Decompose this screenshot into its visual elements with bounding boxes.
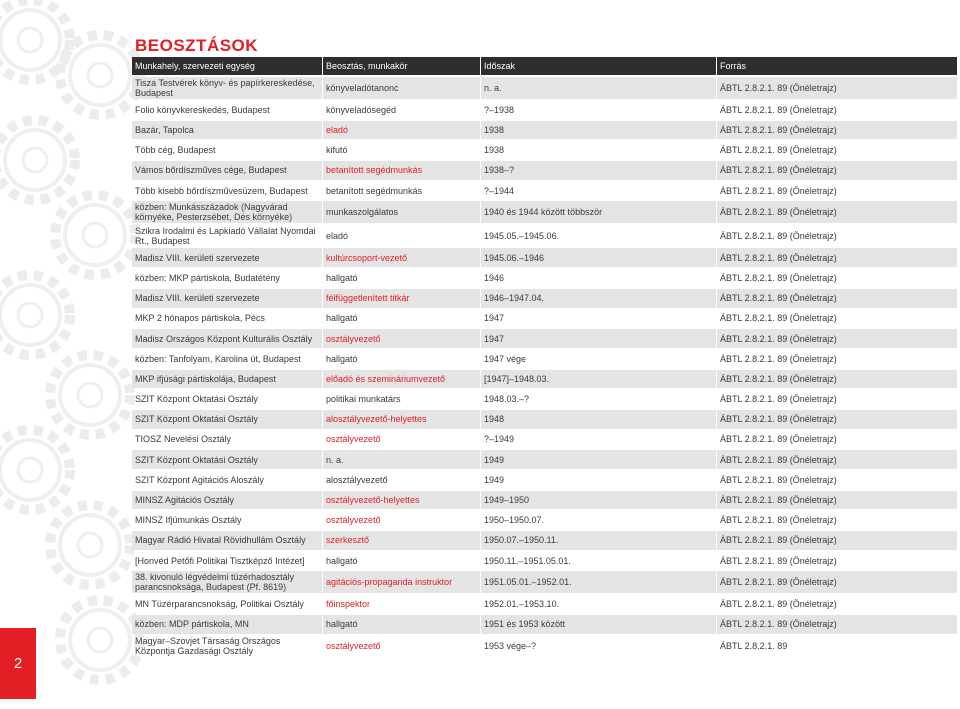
table-row [132,141,958,160]
cell-workplace: SZIT Központ Oktatási Osztály [135,394,258,405]
table-row [132,329,958,348]
table-row [132,571,958,593]
cell-workplace: Madisz VIII. kerületi szervezete [132,248,322,267]
cell-source: ÁBTL 2.8.2.1. 89 (Önéletrajz) [720,313,837,324]
table-row [132,309,958,328]
cell-workplace: Több kisebb bőrdíszművesüzem, Budapest [135,185,308,196]
cell-workplace: közben: MDP pártiskola, MN [132,615,322,634]
cell-period: 1949 [481,450,716,469]
cell-period: 1951 és 1953 között [481,615,716,634]
table-row [132,491,958,510]
gear-icon [0,120,75,200]
table-row [132,77,958,99]
table-row [132,269,958,288]
cell-source: ÁBTL 2.8.2.1. 89 (Önéletrajz) [720,474,837,485]
table-row [132,349,958,368]
cell-source: ÁBTL 2.8.2.1. 89 (Önéletrajz) [717,370,957,389]
cell-period: 1940 és 1944 között többször [481,201,716,223]
cell-position: kultúrcsoport-vezető [323,248,480,267]
cell-workplace: Vámos bőrdíszműves cége, Budapest [132,161,322,180]
cell-workplace: MKP ifjúsági pártiskolája, Budapest [132,370,322,389]
cell-source: ÁBTL 2.8.2.1. 89 (Önéletrajz) [717,531,957,550]
cell-position: osztályvezető-helyettes [323,491,480,510]
cell-workplace: Folio könyvkereskedés, Budapest [135,104,270,115]
page-title: BEOSZTÁSOK [135,36,259,55]
cell-period: 1948.03.–? [484,394,530,405]
cell-position: politikai munkatárs [326,394,401,405]
table-row [132,225,958,247]
cell-source: ÁBTL 2.8.2.1. 89 (Önéletrajz) [720,394,837,405]
cell-position: osztályvezető [326,434,381,445]
table-row [132,635,958,657]
table-row [132,471,958,490]
cell-workplace: 38. kivonuló légvédelmi tüzérhadosztály parancsnoksága, Budapest (Pf. 8619) [132,571,322,593]
table-row [132,551,958,570]
table-row [132,161,958,180]
cell-source: ÁBTL 2.8.2.1. 89 (Önéletrajz) [720,599,837,610]
cell-period: 1946 [484,272,505,283]
cell-workplace: TIOSZ Nevelési Osztály [135,434,232,445]
cell-period: 1947 vége [484,353,527,364]
cell-workplace: Bazár, Tapolca [132,121,322,140]
table-row [132,511,958,530]
cell-workplace: közben: Tanfolyam, Karolina út, Budapest [135,353,301,364]
cell-workplace: SZIT Központ Oktatási Osztály [132,410,322,429]
header-workplace: Munkahely, szervezeti egység [132,57,322,75]
cell-workplace: [Honvéd Petőfi Politikai Tisztképző Intézet] [135,555,305,566]
cell-workplace: MN Tüzérparancsnokság, Politikai Osztály [135,599,304,610]
cell-source: ÁBTL 2.8.2.1. 89 (Önéletrajz) [720,230,837,241]
cell-source: ÁBTL 2.8.2.1. 89 (Önéletrajz) [717,571,957,593]
cell-period: 1951.05.01.–1952.01. [481,571,716,593]
cell-source: ÁBTL 2.8.2.1. 89 (Önéletrajz) [717,491,957,510]
positions-table [132,57,958,659]
cell-source: ÁBTL 2.8.2.1. 89 (Önéletrajz) [720,272,837,283]
gear-icon [0,430,70,510]
table-body [132,77,958,657]
cell-source: ÁBTL 2.8.2.1. 89 (Önéletrajz) [720,434,837,445]
cell-period: 1947 [481,329,716,348]
header-period: Időszak [481,57,716,75]
table-row [132,615,958,634]
cell-position: főinspektor [326,599,371,610]
page-number-label: 2 [13,655,23,672]
cell-source: ÁBTL 2.8.2.1. 89 (Önéletrajz) [717,201,957,223]
cell-source: ÁBTL 2.8.2.1. 89 (Önéletrajz) [717,248,957,267]
cell-period: 1938 [481,121,716,140]
cell-workplace: közben: MKP pártiskola, Budatétény [135,272,280,283]
cell-position: szerkesztő [323,531,480,550]
cell-workplace: Tisza Testvérek könyv- és papírkereskedése, Budapest [132,77,322,99]
cell-period: 1938 [484,145,505,156]
table-header [132,57,958,75]
cell-position: hallgató [326,555,358,566]
cell-period: 1950.07.–1950.11. [481,531,716,550]
cell-workplace: Több cég, Budapest [135,145,216,156]
cell-workplace: SZIT Központ Oktatási Osztály [132,450,322,469]
cell-source: ÁBTL 2.8.2.1. 89 (Önéletrajz) [720,104,837,115]
cell-position: hallgató [326,272,358,283]
cell-workplace: közben: Munkásszázadok (Nagyvárad környéke, Pesterzsébet, Dés környéke) [132,201,322,223]
table-row [132,390,958,409]
gear-icon [0,275,70,355]
cell-period: 1952.01.–1953.10. [484,599,560,610]
cell-workplace: Madisz Országos Központ Kulturális Osztály [132,329,322,348]
cell-source: ÁBTL 2.8.2.1. 89 (Önéletrajz) [720,353,837,364]
table-row [132,531,958,550]
table-row [132,595,958,614]
header-source: Forrás [717,57,957,75]
table-row [132,410,958,429]
cell-workplace: Magyar–Szovjet Társaság Országos Központja Gazdasági Osztály [135,636,281,657]
cell-period: ?–1949 [484,434,515,445]
cell-period: 1950.11.–1951.05.01. [484,555,571,566]
gear-icon [50,505,130,585]
cell-workplace: MINSZ Agitációs Osztály [132,491,322,510]
cell-workplace: Madisz VIII. kerületi szervezete [132,289,322,308]
cell-period: ?–1944 [484,185,515,196]
cell-source: ÁBTL 2.8.2.1. 89 (Önéletrajz) [717,450,957,469]
cell-period: 1953 vége–? [484,641,537,652]
gear-icon [60,600,140,680]
cell-source: ÁBTL 2.8.2.1. 89 (Önéletrajz) [717,77,957,99]
header-position: Beosztás, munkakör [323,57,480,75]
cell-period: 1946–1947.04. [481,289,716,308]
cell-period: 1938–? [481,161,716,180]
cell-position: eladó [323,121,480,140]
cell-period: 1949 [484,474,505,485]
cell-workplace: SZIT Központ Agitációs Aloszály [135,474,264,485]
cell-position: könyveladótanonc [323,77,480,99]
cell-period: [1947]–1948.03. [481,370,716,389]
cell-workplace: Szikra Irodalmi és Lapkiadó Vállalat Nyomdai Rt., Budapest [135,225,316,246]
cell-source: ÁBTL 2.8.2.1. 89 (Önéletrajz) [717,329,957,348]
cell-source: ÁBTL 2.8.2.1. 89 (Önéletrajz) [717,615,957,634]
cell-position: munkaszolgálatos [323,201,480,223]
cell-workplace: Magyar Rádió Hivatal Rövidhullám Osztály [132,531,322,550]
cell-source: ÁBTL 2.8.2.1. 89 [720,641,788,652]
table-row [132,450,958,469]
cell-source: ÁBTL 2.8.2.1. 89 (Önéletrajz) [717,289,957,308]
cell-source: ÁBTL 2.8.2.1. 89 (Önéletrajz) [720,185,837,196]
cell-position: alosztályvezető-helyettes [323,410,480,429]
table-row [132,101,958,120]
cell-period: 1947 [484,313,505,324]
cell-position: osztályvezető [326,515,381,526]
cell-source: ÁBTL 2.8.2.1. 89 (Önéletrajz) [717,121,957,140]
cell-position: előadó és szemináriumvezető [323,370,480,389]
cell-period: 1945.06.–1946 [481,248,716,267]
table-row [132,201,958,223]
table-row [132,430,958,449]
cell-period: 1950–1950.07. [484,515,545,526]
cell-position: osztályvezető [326,641,381,652]
table-row [132,248,958,267]
cell-period: n. a. [481,77,716,99]
cell-position: agitációs-propaganda instruktor [323,571,480,593]
cell-source: ÁBTL 2.8.2.1. 89 (Önéletrajz) [717,161,957,180]
cell-position: kifutó [326,145,348,156]
cell-position: alosztályvezető [326,474,388,485]
page-number [0,628,36,699]
cell-position: n. a. [323,450,480,469]
gear-icon [55,195,135,275]
cell-period: 1949–1950 [481,491,716,510]
cell-position: hallgató [326,353,358,364]
cell-period: 1945.05.–1945.06. [484,230,560,241]
table-row [132,181,958,200]
cell-position: könyveladósegéd [326,104,397,115]
cell-source: ÁBTL 2.8.2.1. 89 (Önéletrajz) [720,555,837,566]
table-row [132,370,958,389]
cell-period: ?–1938 [484,104,515,115]
table-row [132,289,958,308]
cell-position: osztályvezető [323,329,480,348]
cell-position: félfüggetlenített titkár [323,289,480,308]
cell-source: ÁBTL 2.8.2.1. 89 (Önéletrajz) [720,145,837,156]
cell-position: eladó [326,230,349,241]
cell-workplace: MKP 2 hónapos pártiskola, Pécs [135,313,265,324]
cell-position: betanított segédmunkás [326,185,423,196]
cell-source: ÁBTL 2.8.2.1. 89 (Önéletrajz) [720,515,837,526]
cell-period: 1948 [481,410,716,429]
table-row [132,121,958,140]
cell-position: betanított segédmunkás [323,161,480,180]
cell-workplace: MINSZ Ifjúmunkás Osztály [135,515,242,526]
cell-position: hallgató [326,313,358,324]
cell-source: ÁBTL 2.8.2.1. 89 (Önéletrajz) [717,410,957,429]
cell-position: hallgató [323,615,480,634]
gear-icon [50,355,130,435]
